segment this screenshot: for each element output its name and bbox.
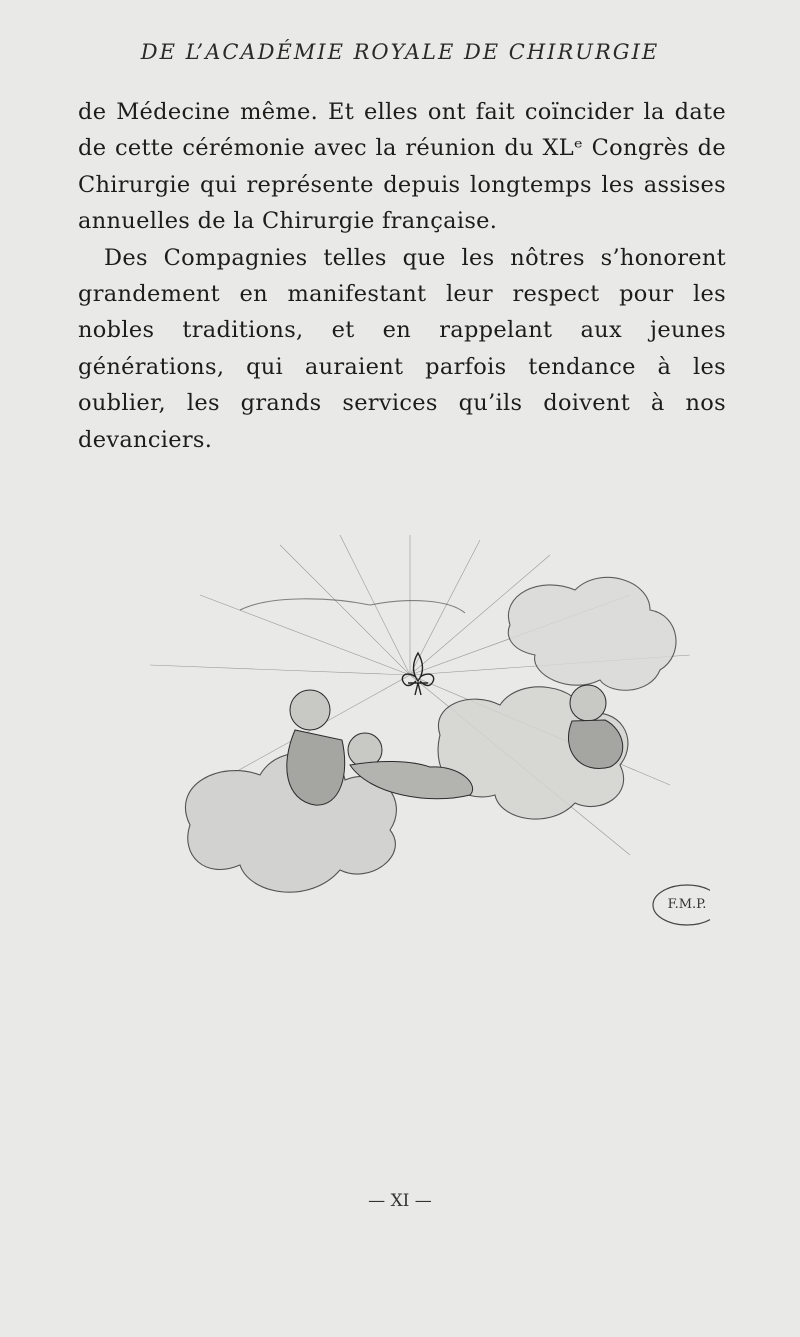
running-header: DE L’ACADÉMIE ROYALE DE CHIRURGIE — [140, 40, 660, 64]
paragraph-1: de Médecine même. Et elles ont fait coïncider la date de cette cérémonie avec la réunion du XLᵉ Congrès de Chirurgie qui représente depuis longtemps les assises annuelles de la Chirurgie française. — [78, 99, 726, 235]
stamp-text: F.M.P. — [667, 897, 707, 912]
paragraph-2: Des Compagnies telles que les nôtres s’honorent grandement en manifestant leur respect pour les nobles traditions, et en rappelant aux jeunes générations, qui auraient parfois tendance à les oublier, les grands services qu’ils doivent à nos devanciers. — [78, 244, 726, 453]
engraved-vignette — [110, 535, 710, 985]
library-stamp — [653, 885, 710, 925]
body-text — [78, 94, 726, 458]
page-number: — XI — — [368, 1191, 432, 1211]
